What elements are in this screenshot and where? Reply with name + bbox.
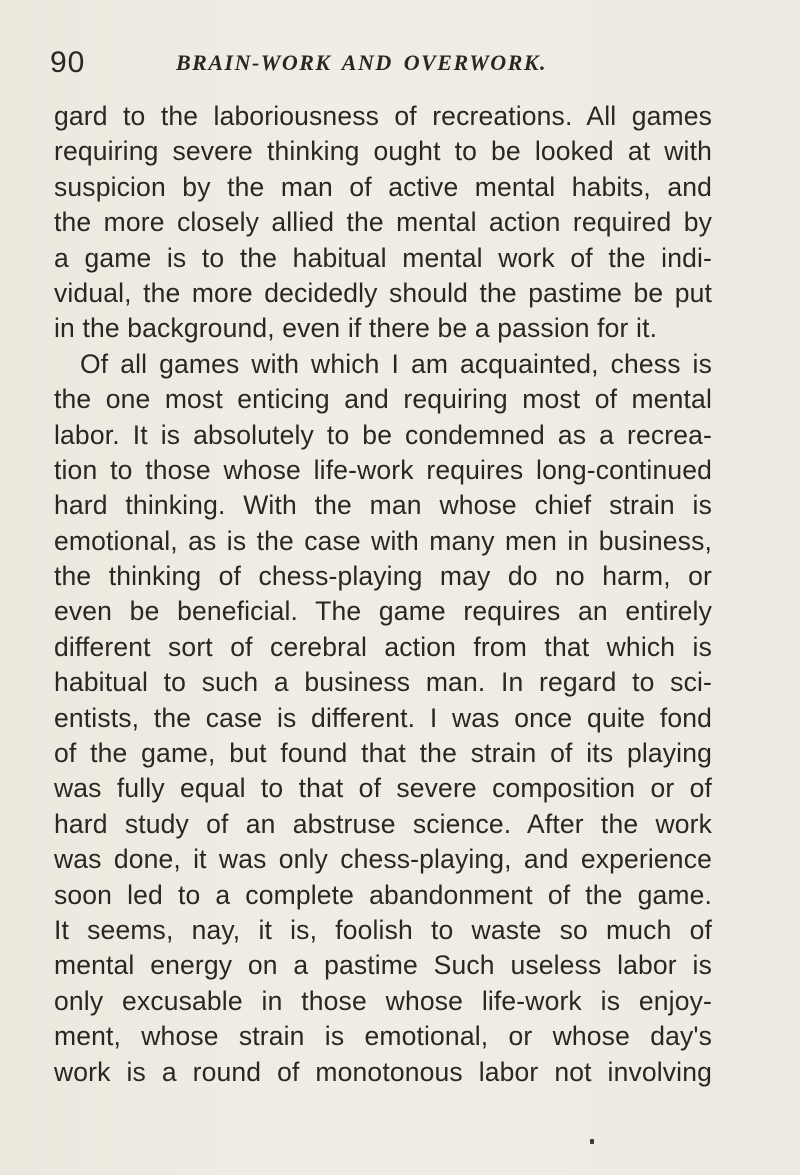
text-line: requiring severe thinking ought to be looked at with <box>54 136 712 167</box>
body-text <box>54 99 712 1090</box>
text-line: was fully equal to that of severe composition or of <box>54 773 712 804</box>
text-line: even be beneficial. The game requires an entirely <box>54 596 712 627</box>
page-number: 90 <box>50 46 86 79</box>
ink-speck <box>590 1139 594 1144</box>
text-line: was done, it was only chess-playing, and experience <box>54 844 712 875</box>
running-head: BRAIN-WORK AND OVERWORK. <box>176 50 548 75</box>
text-line: a game is to the habitual mental work of the indi- <box>54 242 712 273</box>
text-line: only excusable in those whose life-work is enjoy- <box>54 985 712 1016</box>
text-line: gard to the laboriousness of recreations. All games <box>54 101 712 131</box>
text-line: the thinking of chess-playing may do no harm, or <box>54 561 712 592</box>
text-line: suspicion by the man of active mental habits, and <box>54 171 712 202</box>
text-line: labor. It is absolutely to be condemned as a recrea- <box>54 419 712 450</box>
text-line: work is a round of monotonous labor not involving <box>54 1056 712 1087</box>
text-line: of the game, but found that the strain of its playing <box>54 738 712 769</box>
text-line: in the background, even if there be a passion for it. <box>54 313 658 344</box>
text-line: the one most enticing and requiring most of mental <box>54 384 712 415</box>
text-line: ment, whose strain is emotional, or whose day's <box>54 1021 712 1052</box>
text-line: the more closely allied the mental action required by <box>54 207 712 238</box>
text-line: It seems, nay, it is, foolish to waste so much of <box>54 914 712 945</box>
text-line: different sort of cerebral action from that which is <box>54 631 712 662</box>
text-line: mental energy on a pastime Such useless labor is <box>54 950 712 981</box>
text-line: emotional, as is the case with many men in business, <box>54 525 712 556</box>
text-line: soon led to a complete abandonment of the game. <box>54 879 712 910</box>
text-line: vidual, the more decidedly should the pastime be put <box>54 277 712 308</box>
paragraph-first-line: Of all games with which I am acquainted, chess is <box>80 348 712 379</box>
text-line: hard study of an abstruse science. After the work <box>54 808 712 839</box>
text-line: hard thinking. With the man whose chief strain is <box>54 490 712 521</box>
text-line: tion to those whose life-work requires long-continued <box>54 454 712 485</box>
text-line: entists, the case is different. I was once quite fond <box>54 702 712 733</box>
text-line: habitual to such a business man. In regard to sci- <box>54 667 712 698</box>
page-header <box>50 46 750 86</box>
